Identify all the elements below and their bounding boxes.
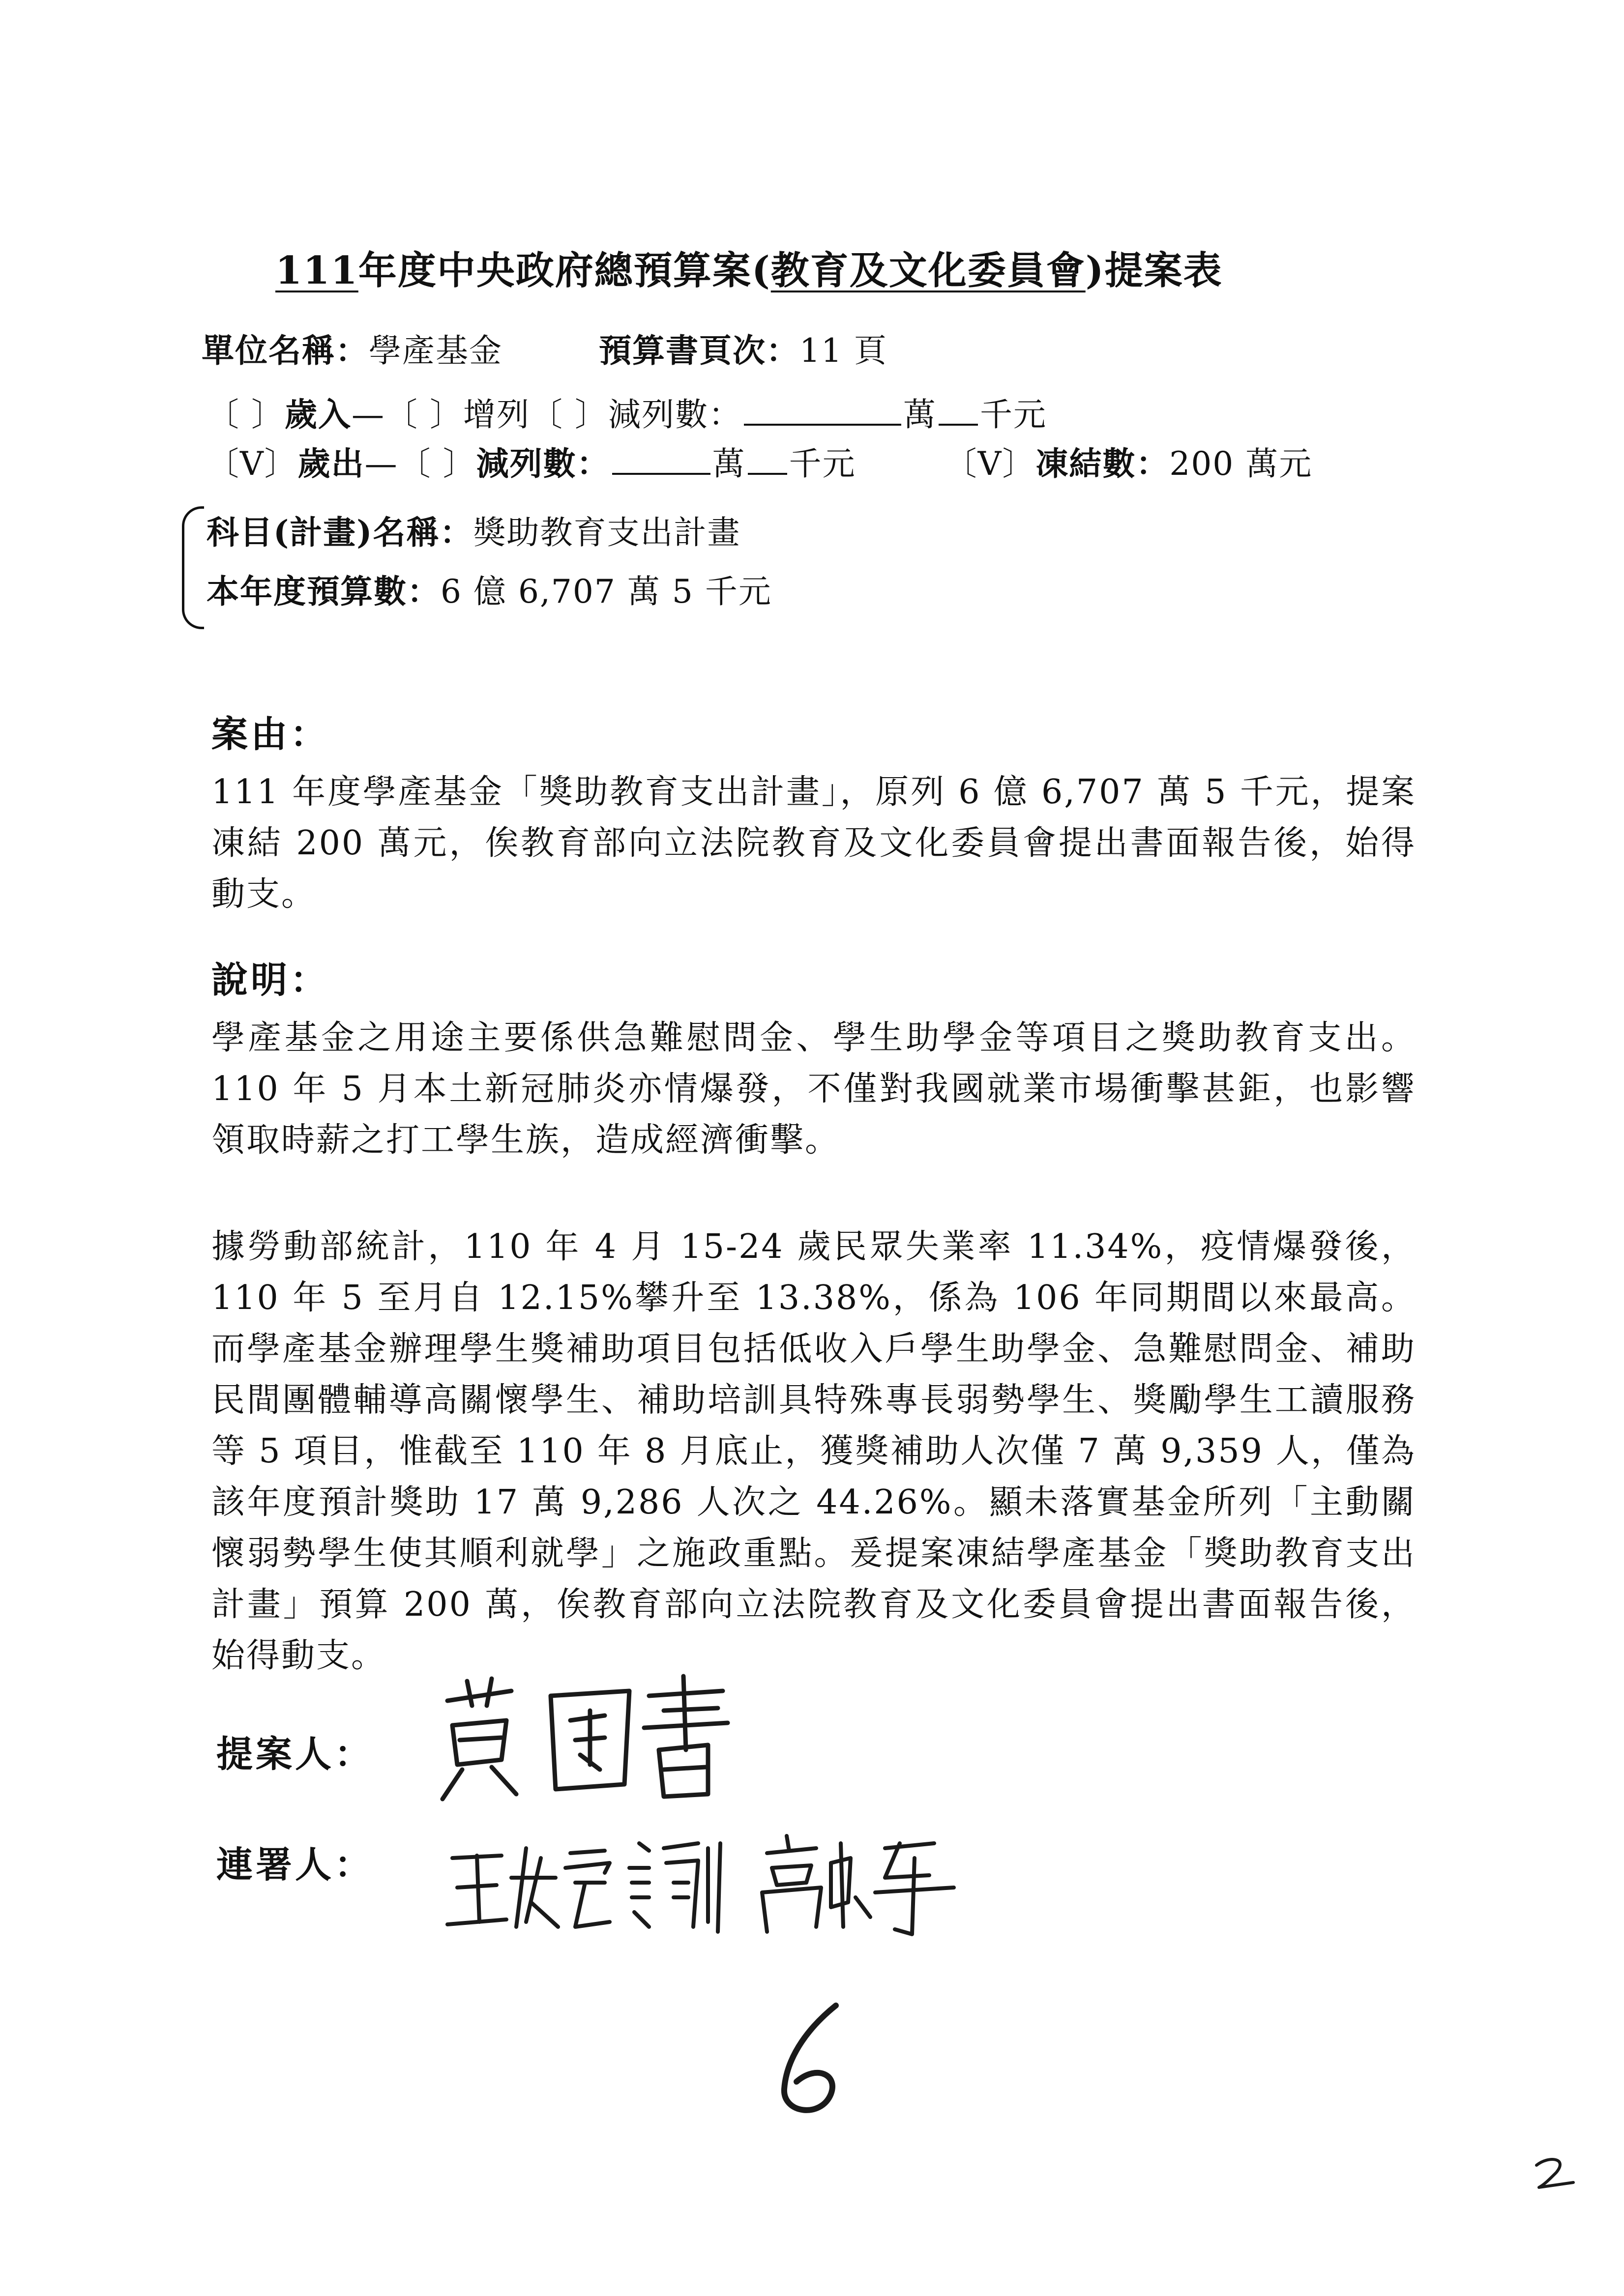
page-number [797, 2055, 799, 2060]
freeze-box: 〔V〕 [944, 445, 1036, 483]
title-year: 111 [275, 248, 358, 293]
page-number-handwritten [767, 1996, 856, 2123]
reason-heading: 案由： [211, 713, 329, 756]
increase-label: 增列 [463, 396, 530, 434]
cosigner-signatures [443, 1829, 983, 1942]
revenue-box: 〔 〕 [207, 396, 285, 434]
increase-box: 〔 〕 [384, 396, 463, 434]
revenue-decrease-label: 減列數： [608, 396, 742, 434]
expense-decrease-label: 減列數： [476, 444, 610, 483]
explanation-paragraph-2: 據勞動部統計，110 年 4 月 15-24 歲民眾失業率 11.34%，疫情爆發後，110 年 5 至月自 12.15%攀升至 13.38%，係為 106 年同期間以來最高。而學產基金辦理學生獎補助項目包括低收入戶學生助學金、急難慰問金、補助民間團體輔導高關懷學生、補助培訓具特殊專長弱勢學生、獎勵學生工讀服務等 5 項目，惟截至 110 年 8 月底止，獲獎補助人次僅 7 萬 9,359 人，僅為該年度預計獎助 17 萬 9,286 人次之 44.26%。顯未落實基金所列「主動關懷弱勢學生使其順利就學」之施政重點。爰提案凍結學產基金「獎助教育支出計畫」預算 200 萬，俟教育部向立法院教育及文化委員會提出書面報告後，始得動支。 [211, 1227, 1416, 1675]
freeze-value: 200 萬元 [1169, 445, 1313, 483]
revenue-wan-blank [744, 398, 901, 426]
title-committee: 教育及文化委員會 [770, 248, 1086, 293]
unit-line [202, 324, 887, 371]
item-label: 科目(計畫)名稱： [207, 513, 473, 552]
budget-label: 本年度預算數： [207, 572, 441, 610]
unit-label: 單位名稱： [202, 331, 369, 370]
expense-qian: 千元 [789, 445, 856, 483]
page-label: 預算書頁次： [598, 331, 799, 370]
expense-line [207, 437, 1312, 484]
expense-label: 歲出 [297, 444, 365, 483]
freeze-label: 凍結數： [1035, 444, 1170, 483]
corner-mark [1544, 2168, 1547, 2173]
item-bracket [182, 506, 204, 629]
expense-decrease-box: 〔 〕 [398, 445, 476, 483]
proposer-signature [433, 1671, 738, 1809]
explanation-para1 [211, 1013, 1416, 1166]
expense-dash: — [364, 445, 398, 483]
form-title [275, 240, 1223, 295]
expense-wan-blank [612, 447, 710, 475]
budget-line [207, 565, 772, 612]
reason-paragraph: 111 年度學產基金「獎助教育支出計畫」，原列 6 億 6,707 萬 5 千元，提案凍結 200 萬元，俟教育部向立法院教育及文化委員會提出書面報告後，始得動支。 [211, 773, 1416, 914]
expense-box: 〔V〕 [207, 445, 298, 483]
corner-mark-handwritten [1529, 2153, 1583, 2192]
explanation-para2 [211, 1221, 1416, 1682]
unit-value: 學產基金 [369, 332, 502, 370]
revenue-label: 歲入 [284, 395, 352, 434]
revenue-qian-blank [939, 398, 978, 426]
revenue-line [207, 388, 1047, 435]
revenue-qian: 千元 [979, 396, 1047, 434]
revenue-wan: 萬 [903, 396, 937, 434]
item-value: 獎助教育支出計畫 [473, 514, 741, 552]
explanation-heading: 說明： [211, 959, 329, 1001]
reason-text [211, 767, 1416, 920]
decrease-box: 〔 〕 [530, 396, 608, 434]
cosigner-signature-1 [447, 1843, 720, 1932]
title-end: )提案表 [1085, 248, 1223, 293]
expense-qian-blank [748, 447, 787, 475]
explanation-paragraph-1: 學產基金之用途主要係供急難慰問金、學生助學金等項目之獎助教育支出。110 年 5 月本土新冠肺炎亦情爆發，不僅對我國就業市場衝擊甚鉅，也影響領取時薪之打工學生族，造成經濟衝擊。 [211, 1018, 1416, 1160]
budget-value: 6 億 6,707 萬 5 千元 [441, 573, 772, 610]
title-middle: 年度中央政府總預算案( [358, 248, 771, 293]
cosigner-signature-2 [762, 1836, 954, 1934]
proposer-label: 提案人： [216, 1733, 374, 1775]
item-line [207, 506, 740, 553]
cosigner-label: 連署人： [216, 1844, 374, 1886]
expense-wan: 萬 [712, 445, 746, 483]
page-value: 11 頁 [799, 332, 887, 370]
revenue-dash: — [351, 396, 385, 434]
